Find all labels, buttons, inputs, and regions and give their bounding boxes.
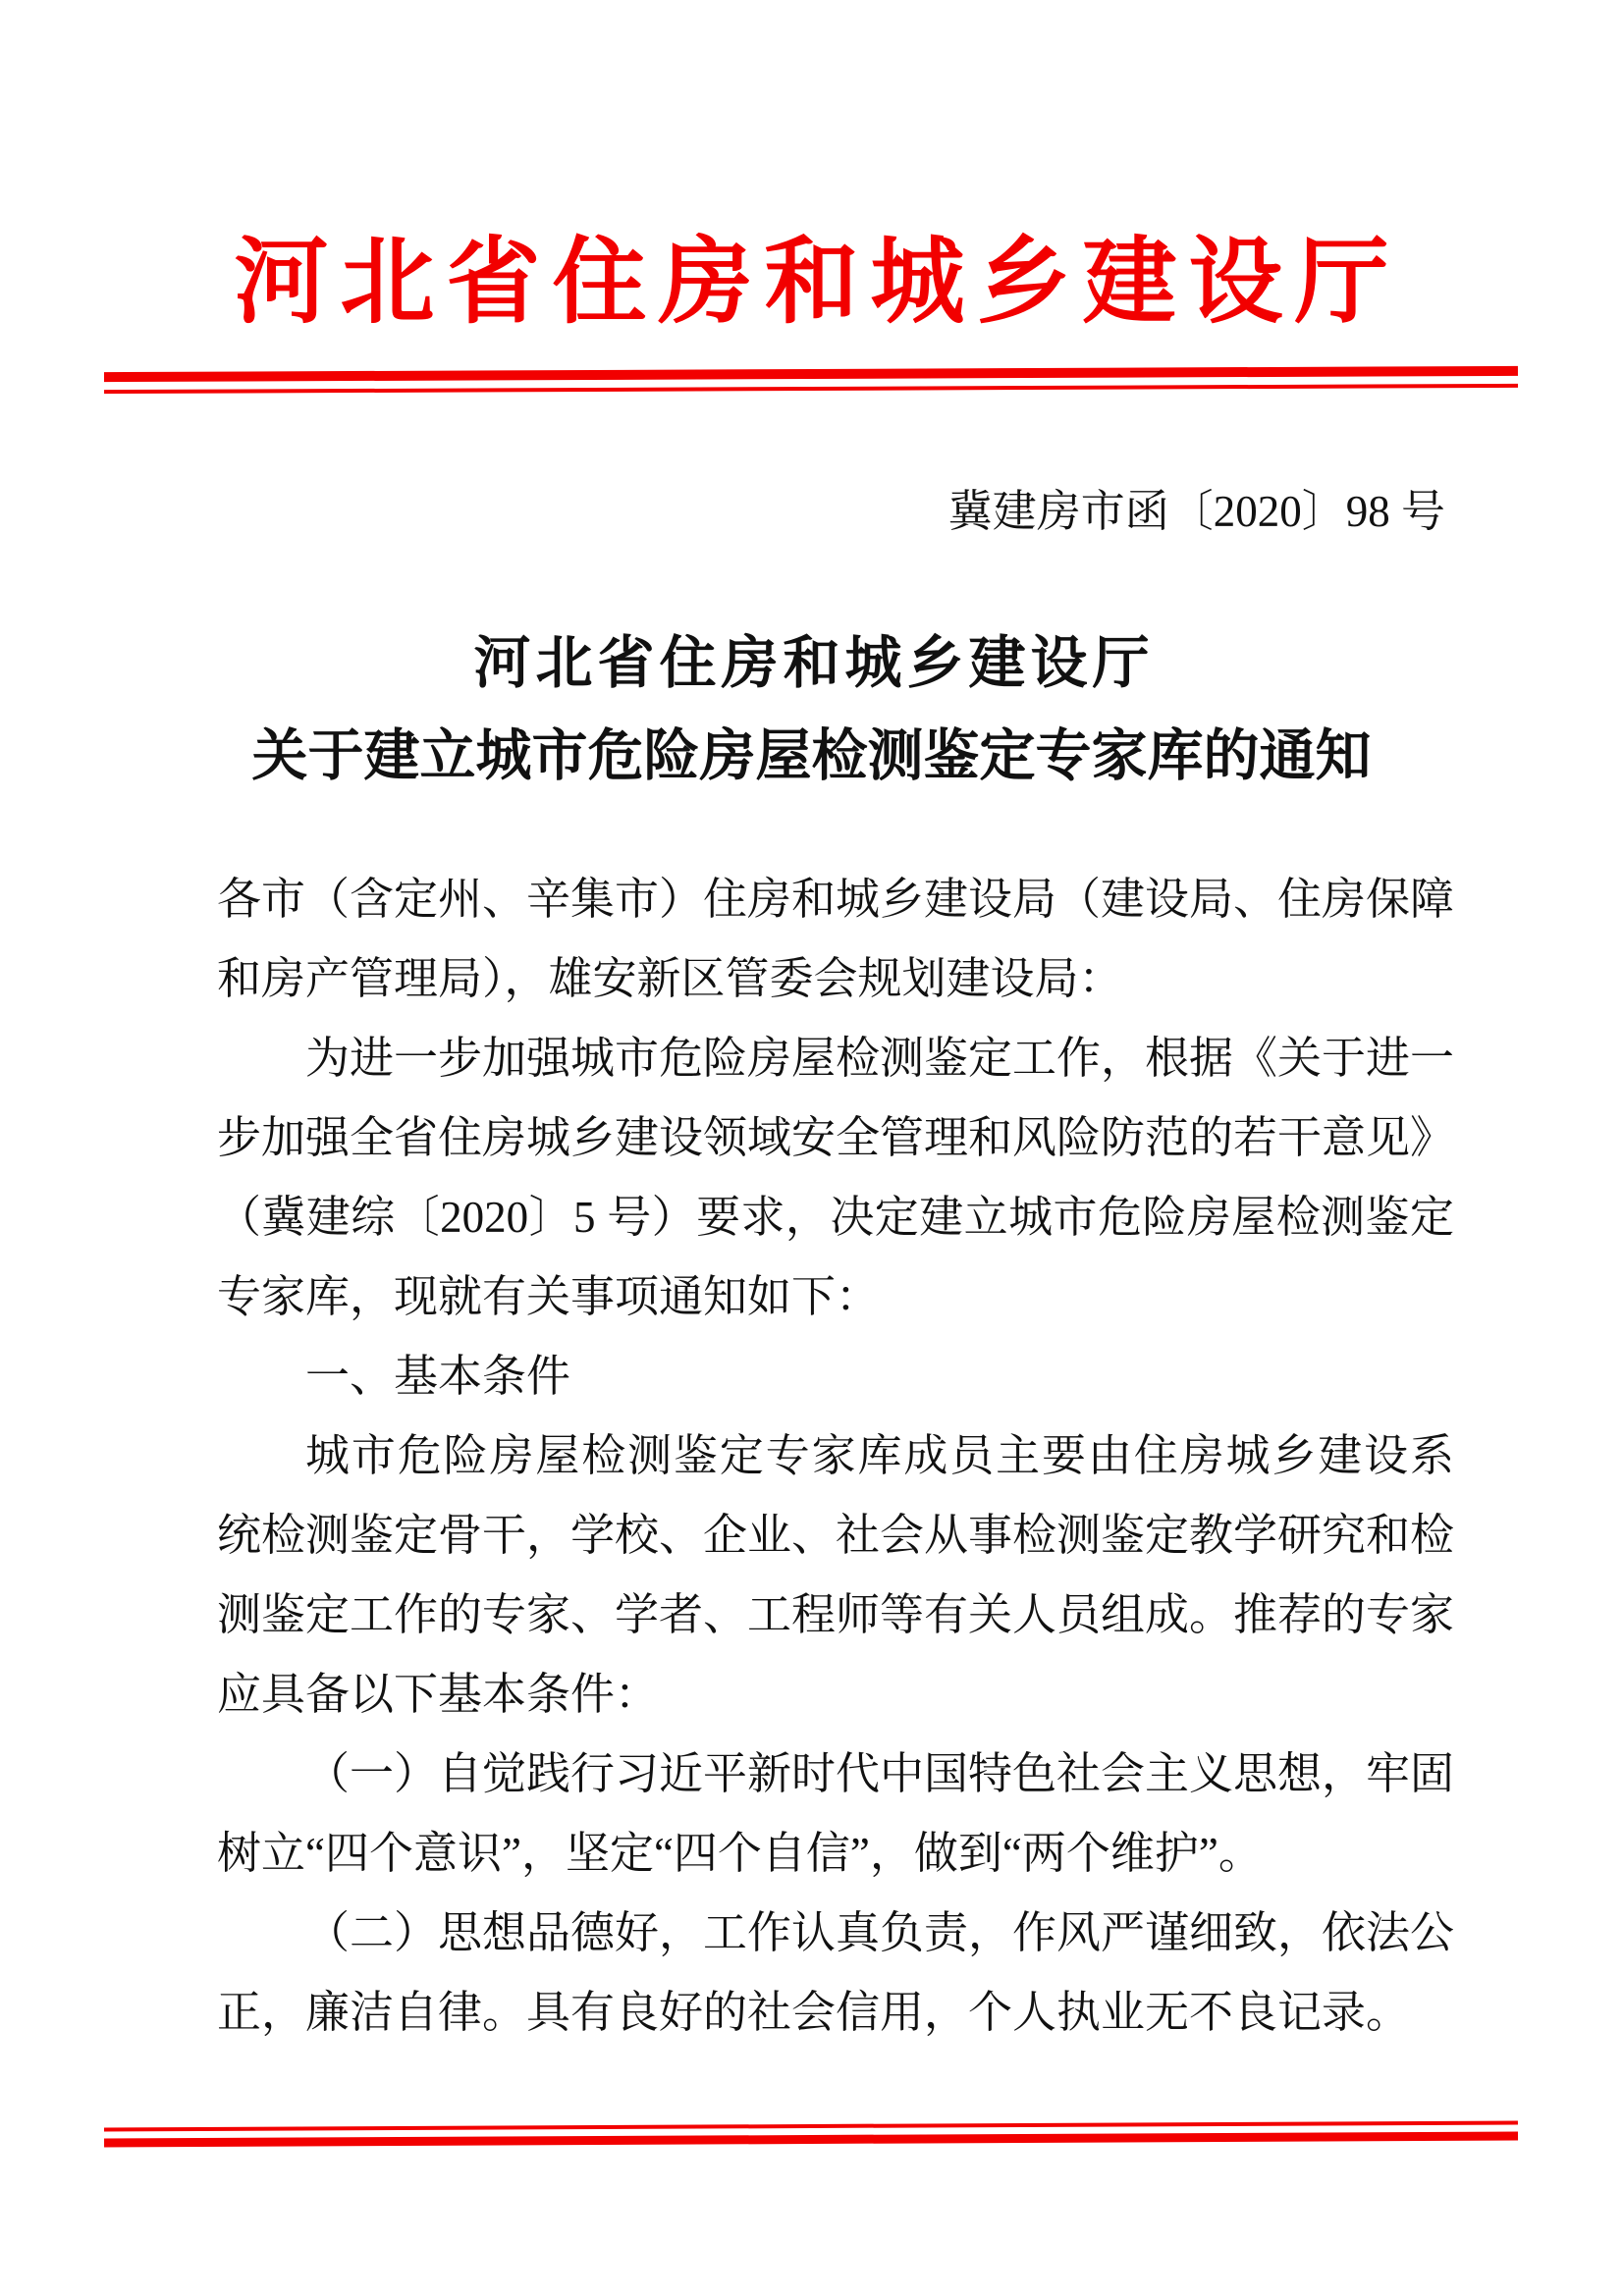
notice-title-line-2: 关于建立城市危险房屋检测鉴定专家库的通知 <box>251 725 1372 787</box>
header-double-red-rule <box>104 366 1518 394</box>
body-line: 步加强全省住房城乡建设领域安全管理和风险防范的若干意见》 <box>217 1113 1455 1162</box>
letterhead-org-name: 河北省住房和城乡建设厅 <box>234 230 1401 335</box>
notice-title-line-1: 河北省住房和城乡建设厅 <box>473 631 1155 695</box>
footer-rule-thick-bar <box>104 2131 1518 2147</box>
body-line: 应具备以下基本条件： <box>217 1670 660 1719</box>
header-rule-thin-bar <box>104 384 1518 394</box>
body-line: 统检测鉴定骨干，学校、企业、社会从事检测鉴定教学研究和检 <box>217 1511 1455 1560</box>
footer-rule-thin-bar <box>104 2120 1518 2131</box>
body-line: 各市（含定州、辛集市）住房和城乡建设局（建设局、住房保障 <box>217 875 1455 924</box>
body-line: 测鉴定工作的专家、学者、工程师等有关人员组成。推荐的专家 <box>217 1590 1455 1639</box>
body-line: 城市危险房屋检测鉴定专家库成员主要由住房城乡建设系 <box>305 1431 1454 1480</box>
footer-double-red-rule <box>104 2120 1518 2147</box>
body-line: 树立“四个意识”，坚定“四个自信”，做到“两个维护”。 <box>217 1829 1263 1878</box>
body-line: 专家库，现就有关事项通知如下： <box>217 1272 881 1321</box>
document-body <box>217 860 1454 2053</box>
body-line: （一）自觉践行习近平新时代中国特色社会主义思想，牢固 <box>305 1749 1455 1798</box>
body-line: （冀建综〔2020〕5 号）要求，决定建立城市危险房屋检测鉴定 <box>217 1193 1454 1242</box>
body-line: 为进一步加强城市危险房屋检测鉴定工作，根据《关于进一 <box>305 1034 1455 1083</box>
body-line: （二）思想品德好，工作认真负责，作风严谨细致，依法公 <box>305 1908 1455 1957</box>
body-line: 一、基本条件 <box>305 1352 571 1401</box>
header-rule-thick-bar <box>104 366 1518 382</box>
body-line: 正，廉洁自律。具有良好的社会信用，个人执业无不良记录。 <box>217 1988 1411 2037</box>
body-line: 和房产管理局），雄安新区管委会规划建设局： <box>217 954 1123 1003</box>
document-reference-number: 冀建房市函〔2020〕98 号 <box>947 487 1445 536</box>
notice-title <box>0 631 1623 787</box>
